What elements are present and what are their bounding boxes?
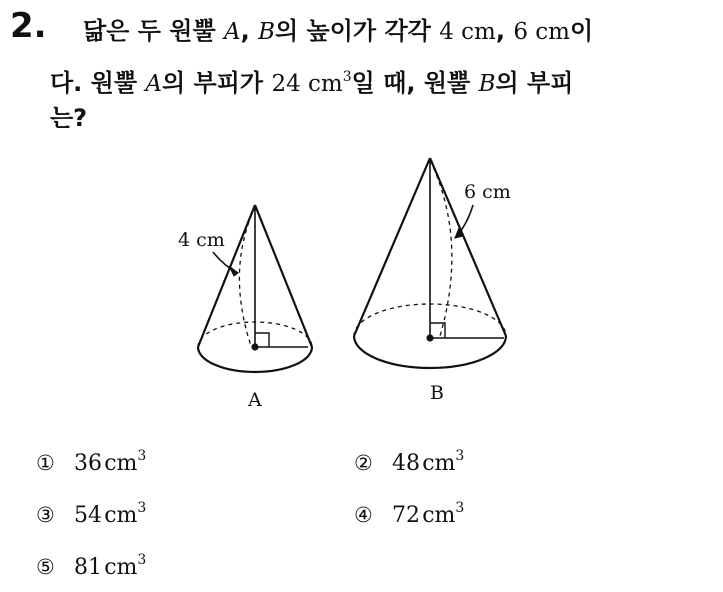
question-text: 닮은 두 원뿔 xyxy=(83,17,224,45)
choice-unit: cm xyxy=(104,503,138,528)
choice-number: ② xyxy=(354,451,373,475)
question-text: 의 부피 xyxy=(495,69,574,97)
height-a-value: 4 cm xyxy=(439,19,496,45)
question-text: 의 높이가 각각 xyxy=(275,17,440,45)
cone-a-dashed-arc xyxy=(239,207,255,346)
question-text: , xyxy=(240,17,259,45)
choice-value: 48 xyxy=(392,451,420,476)
cone-a-base-front xyxy=(198,347,312,372)
cone-a-center-dot xyxy=(251,343,258,350)
choice-2[interactable] xyxy=(354,448,464,476)
cone-a-right-edge xyxy=(255,205,312,347)
question-number: 2. xyxy=(10,6,47,46)
question-text: 의 부피가 xyxy=(162,69,272,97)
cone-b-left-edge xyxy=(354,158,430,336)
choice-5[interactable] xyxy=(36,552,146,580)
cone-a-leader-arrow xyxy=(229,266,238,276)
question-text: 는? xyxy=(50,104,88,132)
volume-exponent: 3 xyxy=(342,69,352,85)
cone-a-symbol: A xyxy=(145,71,163,97)
choice-number: ④ xyxy=(354,503,373,527)
choice-exponent: 3 xyxy=(137,500,147,516)
choice-exponent: 3 xyxy=(455,448,465,464)
volume-a-value: 24 cm xyxy=(271,71,343,97)
cone-b-center-dot xyxy=(426,334,433,341)
choice-number: ③ xyxy=(36,503,55,527)
choice-value: 72 xyxy=(392,503,420,528)
cone-b-symbol: B xyxy=(478,71,496,97)
choice-number: ⑤ xyxy=(36,555,55,579)
cone-a-name: A xyxy=(248,389,262,411)
choice-unit: cm xyxy=(422,451,456,476)
question-text: 다. 원뿔 xyxy=(50,69,146,97)
question-text: , xyxy=(495,17,514,45)
choice-1[interactable] xyxy=(36,448,146,476)
cone-b-name: B xyxy=(430,382,444,404)
cone-b-height-label: 6 cm xyxy=(464,181,511,203)
choice-exponent: 3 xyxy=(137,552,147,568)
choice-number: ① xyxy=(36,451,55,475)
question-text: 이 xyxy=(569,17,594,45)
cone-b-symbol: B xyxy=(258,19,276,45)
choice-exponent: 3 xyxy=(455,500,465,516)
choice-unit: cm xyxy=(422,503,456,528)
question-text: 일 때, 원뿔 xyxy=(351,69,479,97)
choice-value: 36 xyxy=(74,451,102,476)
choice-4[interactable] xyxy=(354,500,464,528)
choice-unit: cm xyxy=(104,451,138,476)
choice-3[interactable] xyxy=(36,500,146,528)
choice-unit: cm xyxy=(104,555,138,580)
choice-exponent: 3 xyxy=(137,448,147,464)
height-b-value: 6 cm xyxy=(513,19,570,45)
cone-a-symbol: A xyxy=(224,19,241,45)
cone-a-height-label: 4 cm xyxy=(178,229,225,251)
choice-value: 54 xyxy=(74,503,102,528)
cone-a-left-edge xyxy=(198,205,255,347)
choice-value: 81 xyxy=(74,555,102,580)
